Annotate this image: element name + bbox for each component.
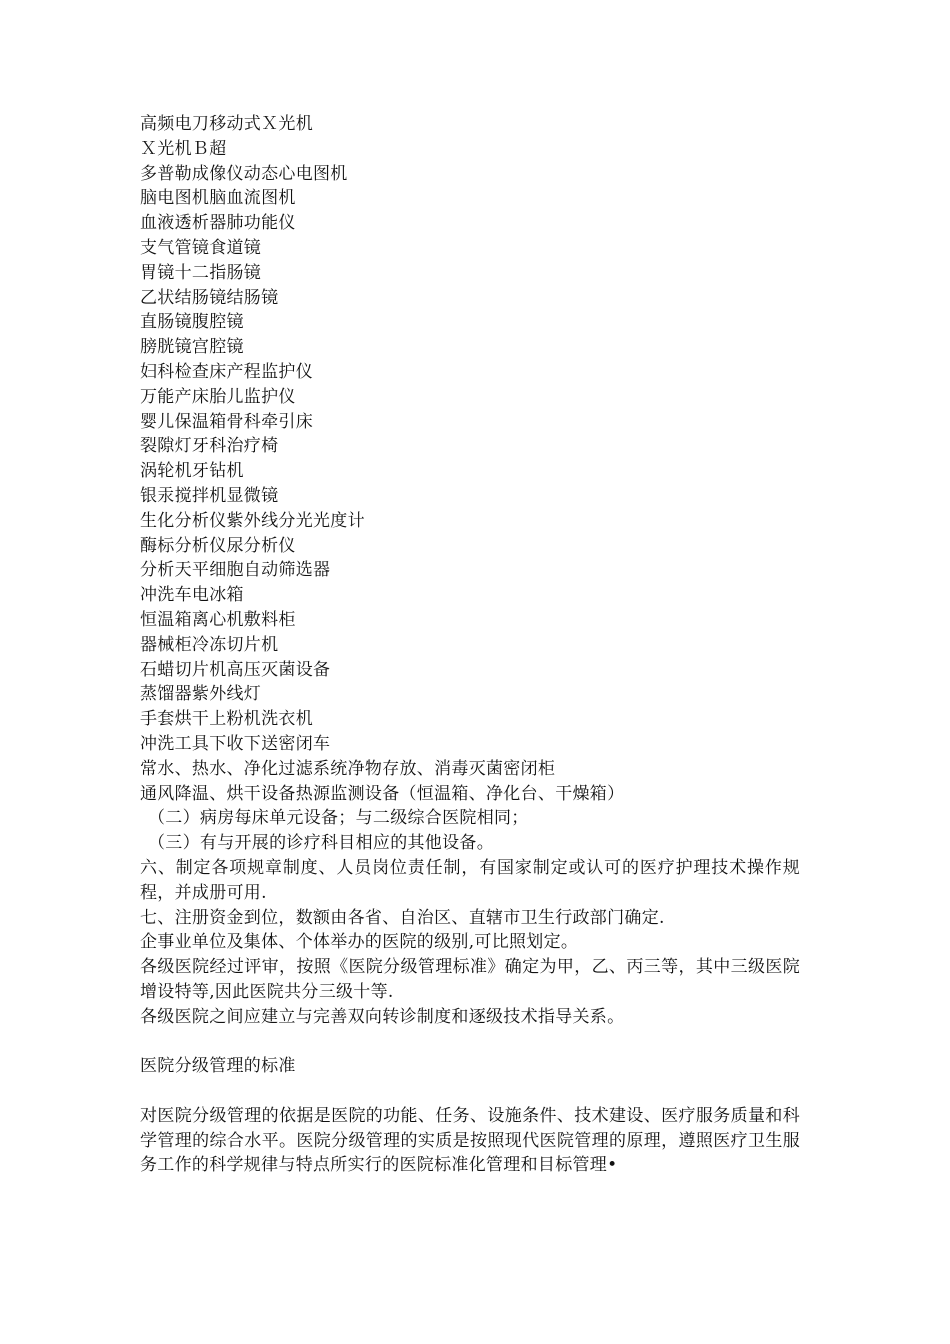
paragraph-regulations: 六、制定各项规章制度、人员岗位责任制，有国家制定或认可的医疗护理技术操作规程，并成册可用. bbox=[140, 857, 800, 903]
paragraph-enterprise: 企事业单位及集体、个体举办的医院的级别,可比照划定。 bbox=[140, 932, 579, 953]
equipment-line: 器械柜冷冻切片机 bbox=[140, 634, 279, 655]
equipment-line: 妇科检查床产程监护仪 bbox=[140, 361, 313, 382]
equipment-line: 恒温箱离心机敷料柜 bbox=[140, 609, 296, 630]
equipment-line: 冲洗车电冰箱 bbox=[140, 585, 244, 606]
closing-paragraph: 对医院分级管理的依据是医院的功能、任务、设施条件、技术建设、医疗服务质量和科学管理的综合水平。医院分级管理的实质是按照现代医院管理的原理，遵照医疗卫生服务工作的科学规律与特点所实行的医院标准化管理和目标管理• bbox=[140, 1105, 800, 1176]
rules-paragraphs bbox=[140, 856, 820, 1030]
equipment-line: 脑电图机脑血流图机 bbox=[140, 188, 296, 209]
sub-items bbox=[140, 806, 820, 856]
equipment-line: 银汞搅拌机显微镜 bbox=[140, 485, 279, 506]
equipment-list bbox=[140, 112, 820, 806]
spacer bbox=[140, 1029, 820, 1054]
equipment-line: 通风降温、烘干设备热源监测设备（恒温箱、净化台、干燥箱） bbox=[140, 783, 625, 804]
equipment-line: 酶标分析仪尿分析仪 bbox=[140, 535, 296, 556]
equipment-line: 婴儿保温箱骨科牵引床 bbox=[140, 411, 313, 432]
equipment-line: 石蜡切片机高压灭菌设备 bbox=[140, 659, 331, 680]
equipment-line: 多普勒成像仪动态心电图机 bbox=[140, 163, 348, 184]
equipment-line: 常水、热水、净化过滤系统净物存放、消毒灭菌密闭柜 bbox=[140, 758, 556, 779]
equipment-line: 生化分析仪紫外线分光光度计 bbox=[140, 510, 365, 531]
paragraph-capital: 七、注册资金到位，数额由各省、自治区、直辖市卫生行政部门确定. bbox=[140, 907, 665, 928]
equipment-line: 血液透析器肺功能仪 bbox=[140, 213, 296, 234]
paragraph-grading: 各级医院经过评审，按照《医院分级管理标准》确定为甲，乙、丙三等，其中三级医院增设特等,因此医院共分三级十等. bbox=[140, 957, 800, 1002]
equipment-line: 高频电刀移动式Ｘ光机 bbox=[140, 114, 313, 134]
equipment-line: 分析天平细胞自动筛选器 bbox=[140, 560, 331, 581]
equipment-line: Ｘ光机Ｂ超 bbox=[140, 138, 227, 159]
section-title: 医院分级管理的标准 bbox=[140, 1056, 296, 1077]
equipment-line: 直肠镜腹腔镜 bbox=[140, 312, 244, 333]
equipment-line: 裂隙灯牙科治疗椅 bbox=[140, 436, 279, 457]
spacer bbox=[140, 1079, 820, 1104]
equipment-line: 蒸馏器紫外线灯 bbox=[140, 684, 262, 705]
sub-item-ward-equipment: （二）病房每床单元设备；与二级综合医院相同； bbox=[148, 808, 529, 829]
equipment-line: 万能产床胎儿监护仪 bbox=[140, 386, 296, 407]
equipment-line: 膀胱镜宫腔镜 bbox=[140, 337, 244, 358]
document-body bbox=[140, 112, 820, 1178]
paragraph-referral: 各级医院之间应建立与完善双向转诊制度和逐级技术指导关系。 bbox=[140, 1006, 625, 1027]
equipment-line: 涡轮机牙钻机 bbox=[140, 461, 244, 482]
equipment-line: 胃镜十二指肠镜 bbox=[140, 262, 262, 283]
sub-item-other-equipment: （三）有与开展的诊疗科目相应的其他设备。 bbox=[148, 833, 494, 854]
equipment-line: 乙状结肠镜结肠镜 bbox=[140, 287, 279, 308]
equipment-line: 手套烘干上粉机洗衣机 bbox=[140, 709, 313, 730]
equipment-line: 冲洗工具下收下送密闭车 bbox=[140, 733, 331, 754]
equipment-line: 支气管镜食道镜 bbox=[140, 237, 262, 258]
